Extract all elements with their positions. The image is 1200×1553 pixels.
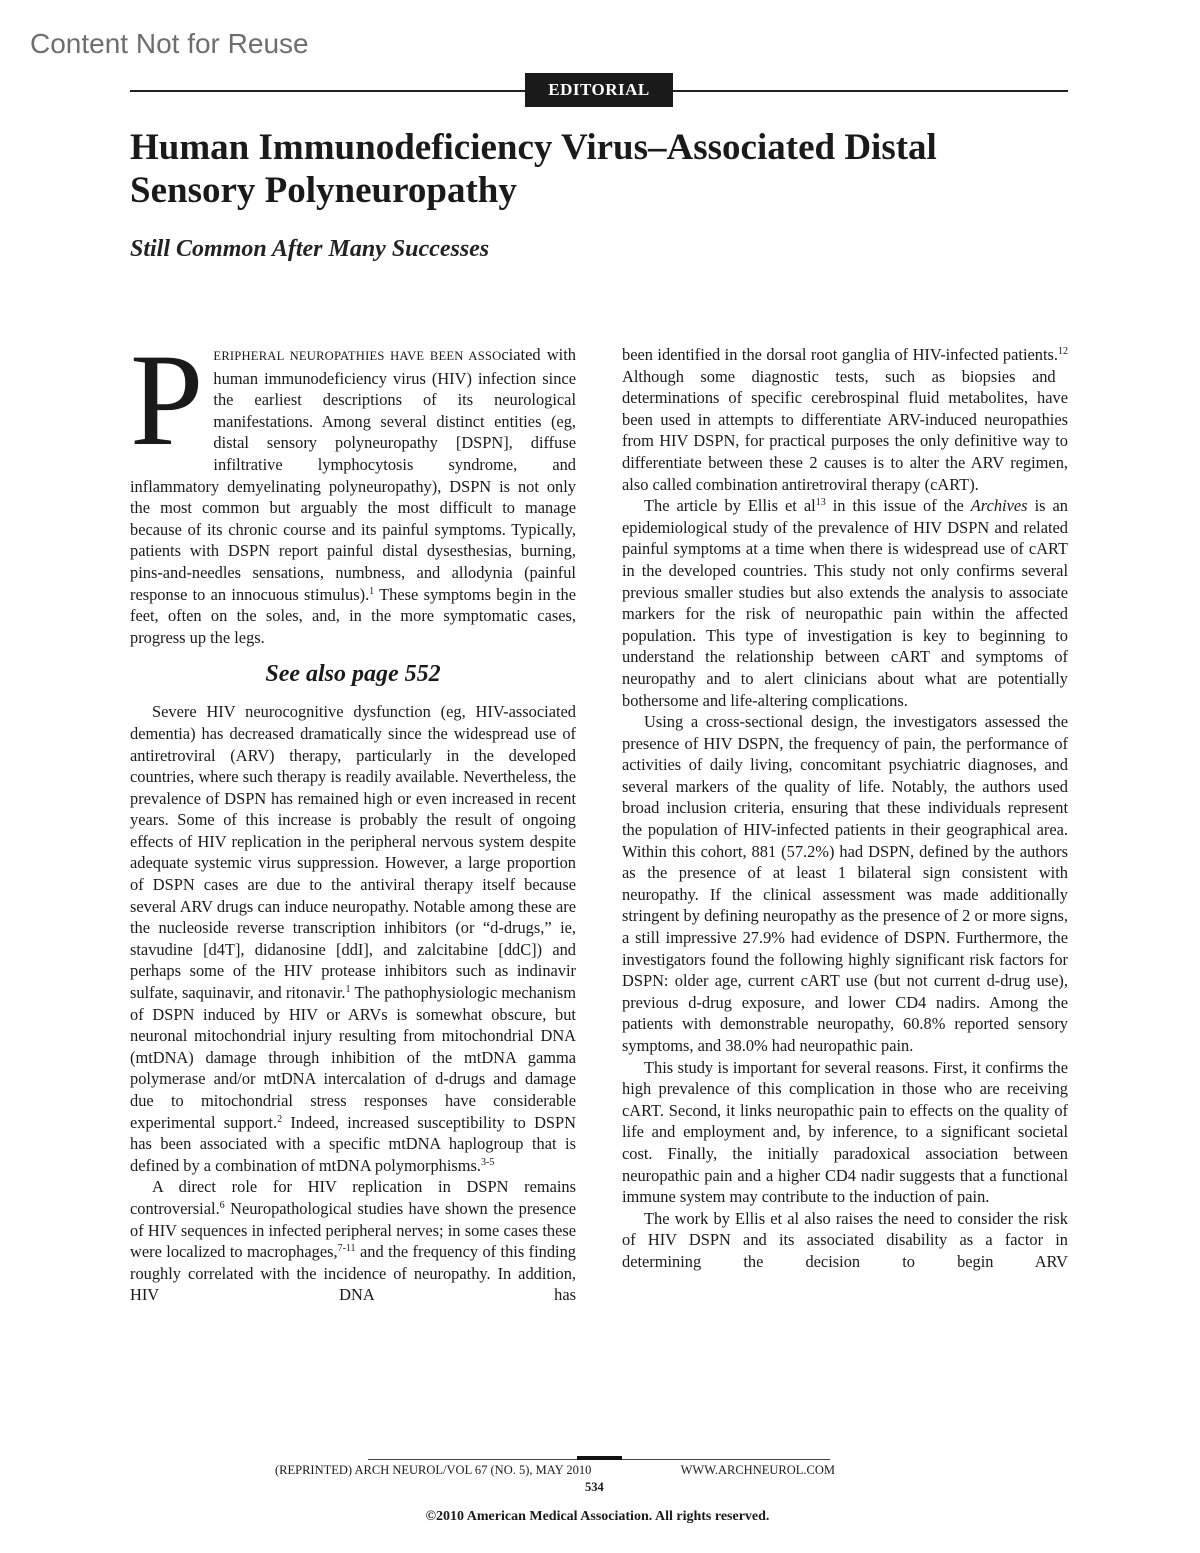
page-number: 534 [585,1480,604,1494]
citation-ref: 6 [219,1199,225,1211]
right-column [622,344,1068,1273]
drop-cap: P [130,326,204,473]
italic-text: Archives [970,496,1028,516]
text-run: Neuropathological studies have shown the presence of HIV sequences in infected peripheral nerves; in some cases these were localized to macrophages, [130,1198,576,1262]
watermark: Content Not for Reuse [30,28,309,59]
citation-ref: 13 [815,497,826,509]
text-run: This study is important for several reasons. First, it confirms the high prevalence of this complication in those who are receiving cART. Second, it links neuropathic pain to effects on the quality of life and employment and, by inference, to a significant societal cost. Finally, the initially paradoxical association between neuropathic pain and a higher CD4 nadir suggests that a functional immune system may contribute to the induction of pain. [622,1057,1068,1207]
paragraph [622,1057,1068,1208]
text-run: A direct role for HIV replication in DSPN remains controversial. [130,1177,576,1218]
paragraph [130,1176,576,1306]
citation-ref: 12 [1058,346,1068,357]
text-run: is an epidemiological study of the prevalence of HIV DSPN and related painful symptoms at a time when there is widespread use of cART in the developed countries. This study not only confirms several previous smaller studies but also extends the analysis to associate markers for the risk of neuropathic pain within the affected population. This type of investigation is key to beginning to understand the relationship between cART and symptoms of neuropathy and to alert clinicians about what are potentially bothersome and life-altering complications. [622,496,1068,710]
citation-ref: 1 [369,585,375,597]
citation-ref: 3-5 [481,1156,495,1168]
footer-citation: (REPRINTED) ARCH NEUROL/VOL 67 (NO. 5), MAY 2010 [275,1463,592,1477]
paragraph [622,495,1068,711]
left-column [130,326,577,1306]
paragraph [130,326,576,648]
footer-rule-accent [577,1456,622,1460]
paragraph [622,344,1068,495]
footer-website: WWW.ARCHNEUROL.COM [680,1463,835,1477]
copyright: ©2010 American Medical Association. All rights reserved. [425,1509,770,1524]
text-run: Using a cross-sectional design, the investigators assessed the presence of HIV DSPN, the frequency of pain, the performance of activities of daily living, concomitant psychiatric diagnoses, and several markers of the quality of life. Notably, the authors used broad inclusion criteria, ensuring that these individuals represent the population of HIV-infected patients in their geographical area. Within this cohort, 881 (57.2%) had DSPN, defined by the authors as the presence of at least 1 bilateral sign consistent with neuropathy. If the clinical assessment was made additionally stringent by defining neuropathy as the presence of 2 or more signs, a still impressive 27.9% had evidence of DSPN. Furthermore, the investigators found the following highly significant risk factors for DSPN: older age, current cART use (but not current d-drug use), previous d-drug exposure, and lower CD4 nadirs. Among the patients with demonstrable neuropathy, 60.8% reported sensory symptoms, and 38.0% had neuropathic pain. [622,712,1068,1055]
pull-quote: See also page 552 [265,661,441,688]
article-title: Human Immunodeficiency Virus–Associated Distal Sensory Polyneuropathy [130,127,937,211]
text-run: The pathophysiologic mechanism of DSPN induced by HIV or ARVs is somewhat obscure, but neuronal mitochondrial injury resulting from mitochondrial DNA (mtDNA) damage through inhibition of the mtDNA gamma polymerase and/or mtDNA intercalation of d-drugs and damage due to mitochondrial stress responses have considerable experimental support. [130,983,576,1132]
article-subtitle: Still Common After Many Successes [130,236,490,262]
text-run: Severe HIV neurocognitive dysfunction (eg, HIV-associated dementia) has decreased dramatically since the widespread use of antiretroviral (ARV) therapy, particularly in the developed countries, where such therapy is readily available. Nevertheless, the prevalence of DSPN has remained high or even increased in recent years. Some of this increase is probably the result of ongoing effects of HIV replication in the peripheral nervous system despite adequate systemic virus suppression. However, a large proportion of DSPN cases are due to the antiviral therapy itself because several ARV drugs can induce neuropathy. Notable among these are the nucleoside reverse transcription inhibitors (or “d-drugs,” ie, stavudine [d4T], didanosine [ddI], and zalcitabine [ddC]) and perhaps some of the HIV protease inhibitors such as indinavir sulfate, saquinavir, and ritonavir. [130,702,576,1003]
text-run: Indeed, increased susceptibility to DSPN has been associated with a specific mtDNA haplogroup that is defined by a combination of mtDNA polymorphisms. [130,1112,576,1175]
section-tag: EDITORIAL [525,73,673,107]
text-run: Although some diagnostic tests, such as biopsies and determinations of specific cerebrospinal fluid metabolites, have been used in attempts to differentiate ARV-induced neuropathies from HIV DSPN, for practical purposes the only definitive way to differentiate between these 2 causes is to alter the ARV regimen, also called combination antiretroviral therapy (cART). [622,366,1068,494]
citation-ref: 2 [277,1113,283,1125]
citation-ref: 7-11 [337,1243,356,1255]
text-run: and the frequency of this finding roughly correlated with the incidence of neuropathy. In addition, HIV DNA has [130,1242,577,1305]
citation-ref: 1 [345,984,351,996]
text-run: The work by Ellis et al also raises the need to consider the risk of HIV DSPN and its associated disability as a factor in determining the decision to begin ARV [622,1208,1068,1271]
footer-line [275,1463,835,1478]
paragraph [130,701,576,1176]
text-run: The article by Ellis et al [644,496,816,516]
paragraph [622,711,1068,1057]
lead-in: ERIPHERAL NEUROPATHIES HAVE BEEN ASSO [213,349,502,363]
text-run: ciated with human immunodeficiency virus (HIV) infection since the earliest descriptions of its neurological manifestations. Among several distinct entities (eg, distal sensory polyneuropathy [DSPN], diffuse infiltrative lymphocytosis syndrome, and inflammatory demyelinating polyneuropathy), DSPN is not only the most common but arguably the most difficult to manage because of its chronic course and its painful symptoms. Typically, patients with DSPN report painful distal dysesthesias, burning, pins-and-needles sensations, numbness, and allodynia (painful response to an innocuous stimulus). [130,345,576,604]
text-run: These symptoms begin in the feet, often on the soles, and, in the more symptomatic cases, progress up the legs. [130,584,576,647]
text-run: been identified in the dorsal root ganglia of HIV-infected patients. [622,345,1058,364]
text-run: in this issue of the [825,496,971,516]
paragraph [622,1208,1068,1273]
